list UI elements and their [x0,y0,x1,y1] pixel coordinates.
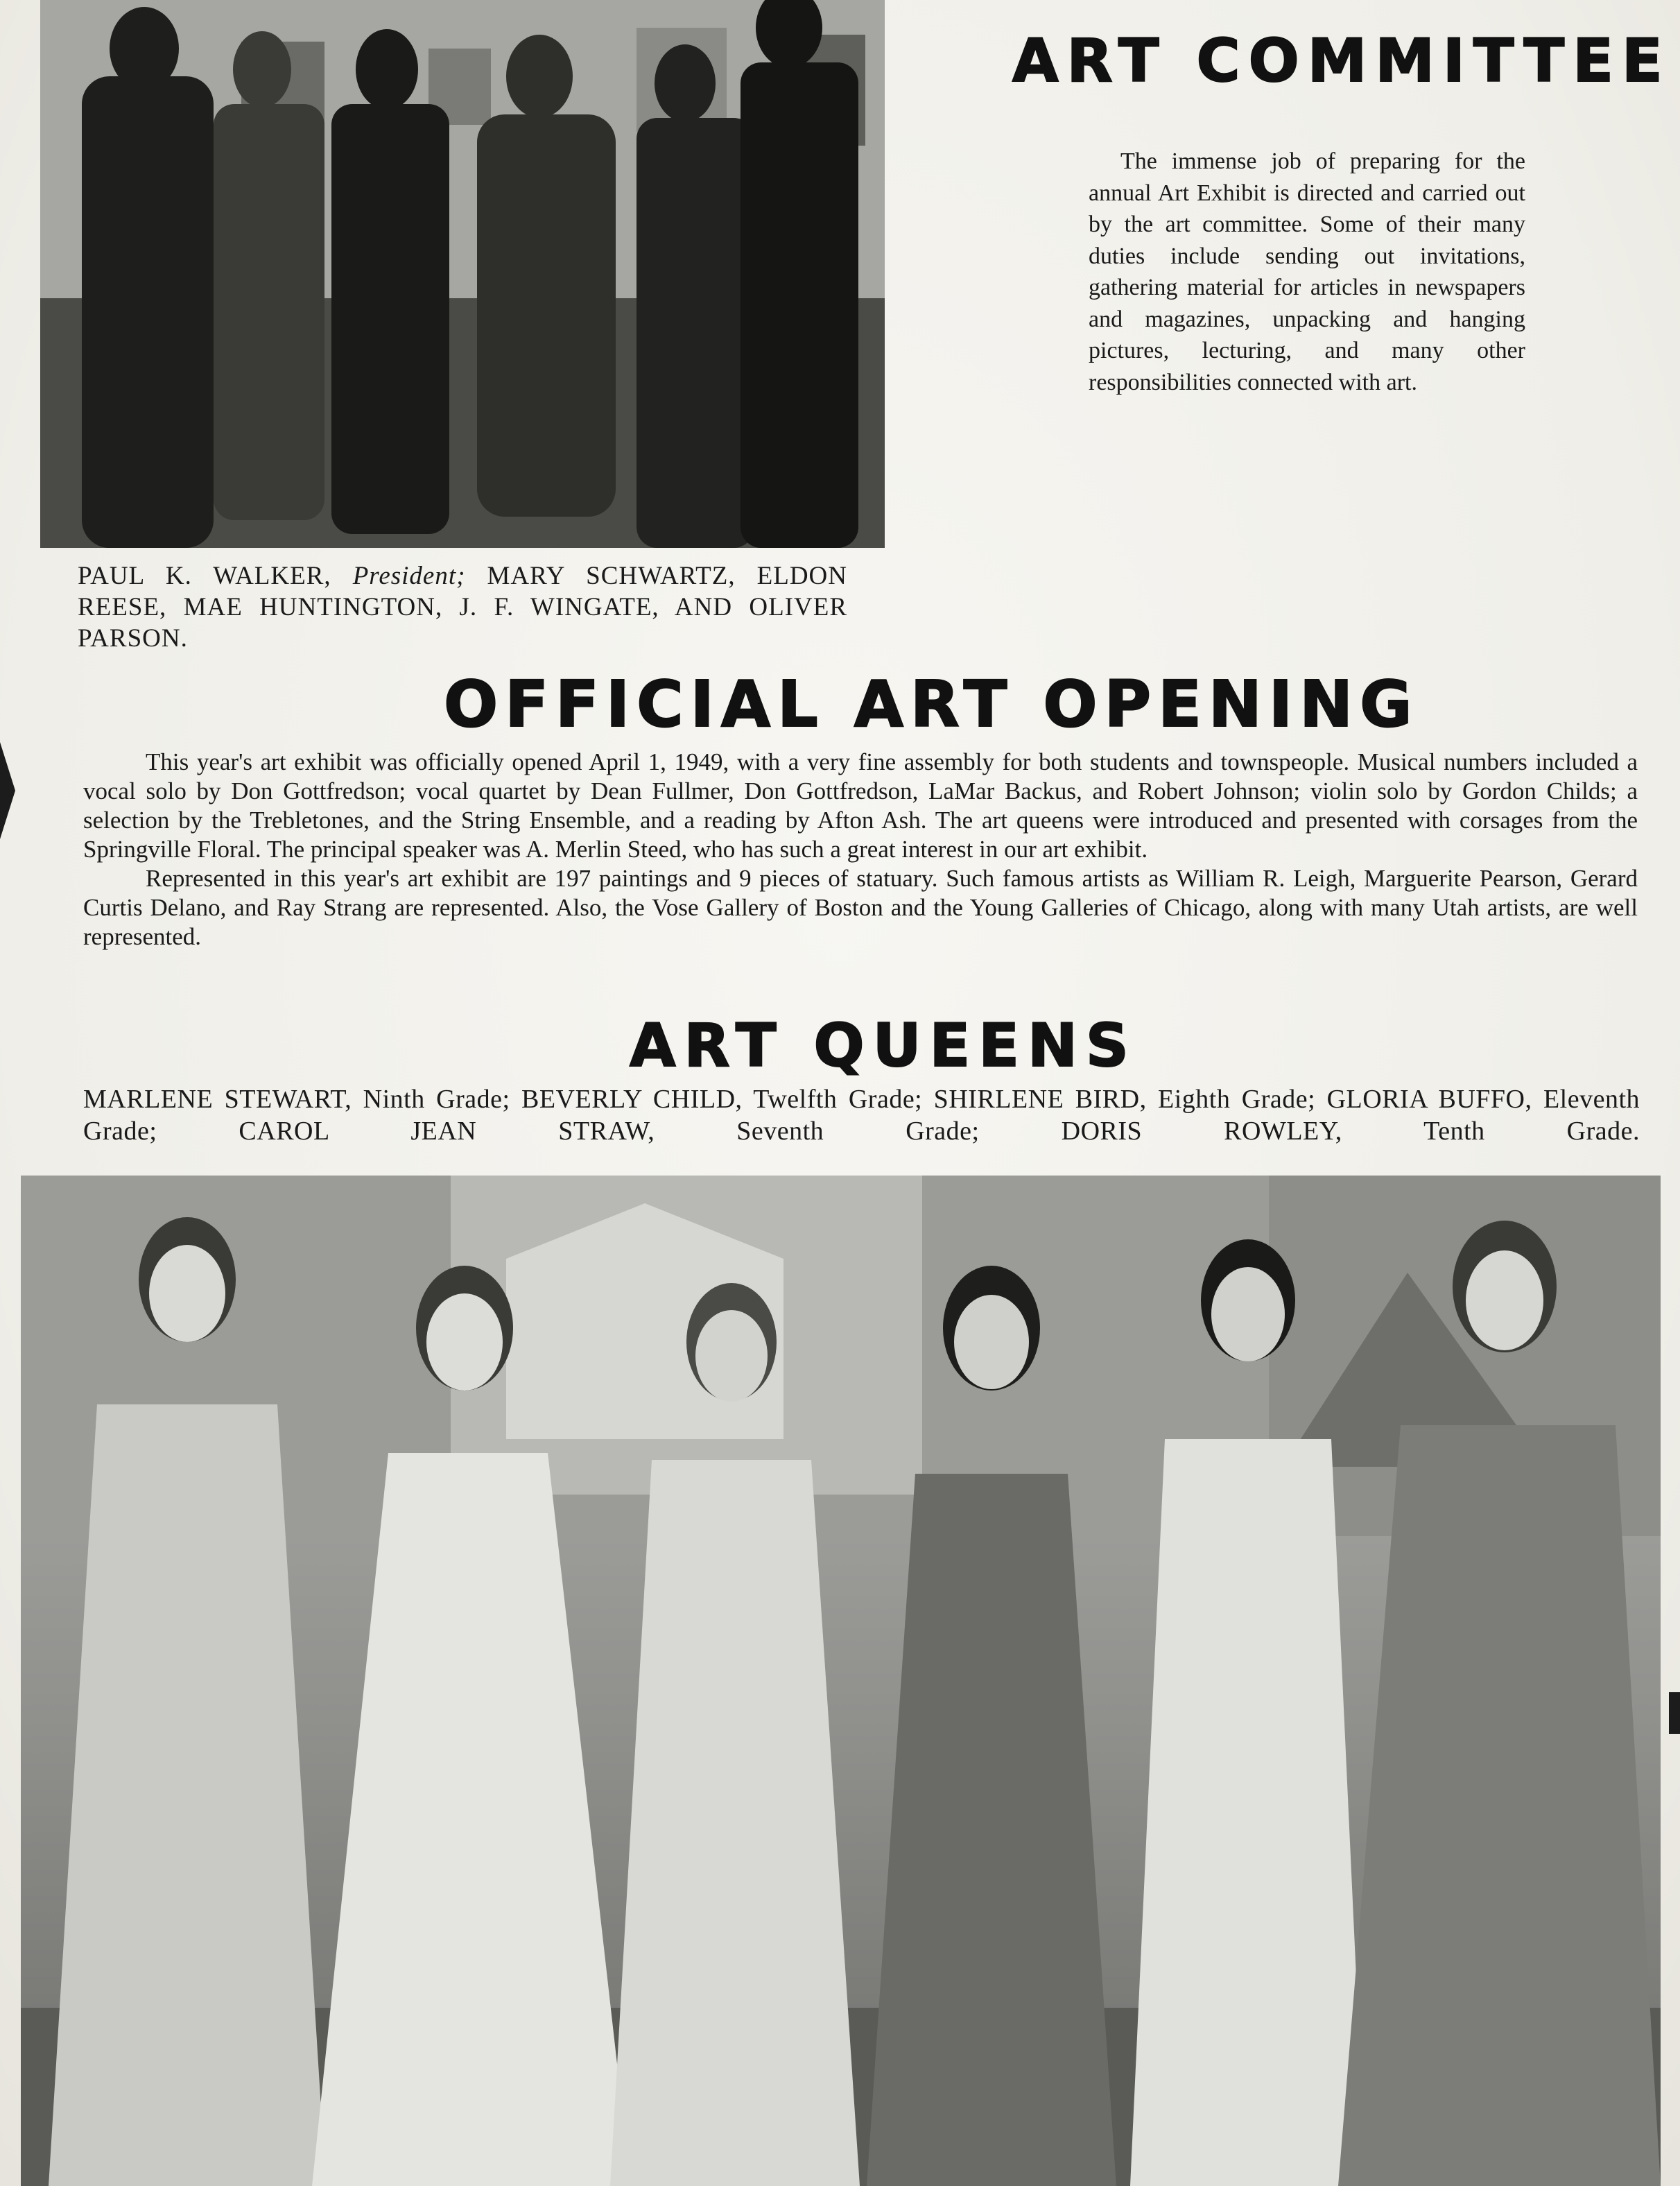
page-edge-tab [1669,1692,1680,1734]
art-queens-names: MARLENE STEWART, Ninth Grade; BEVERLY CHILD, Twelfth Grade; SHIRLENE BIRD, Eighth Grade; GLORIA BUFFO, Eleventh Grade; CAROL JEAN STRAW, Seventh Grade; DORIS ROWLEY, Tenth Grade. [83,1085,1640,1146]
article-paragraph: Represented in this year's art exhibit are 197 paintings and 9 pieces of statuary. Such famous artists as William R. Leigh, Marguerite Pearson, Gerard Curtis Delano, and Ray Strang are represented. Also, the Vose Gallery of Boston and the Young Galleries of Chicago, along with many Utah artists, are well represented. [83,865,1638,950]
art-committee-heading: ART COMMITTEE [1012,26,1671,96]
caption-role: President; [352,562,466,590]
committee-description: The immense job of preparing for the annual Art Exhibit is directed and carried out by the art committee. Some of their many duties include sending out invitations, gathering material for articles in newspapers and magazines, unpacking and hanging pictures, lecturing, and many other responsibilities connected with art. [1089,148,1525,395]
art-opening-article [83,748,1638,952]
article-paragraph: This year's art exhibit was officially opened April 1, 1949, with a very fine assembly for both students and townspeople. Musical numbers included a vocal solo by Don Gottfredson; vocal quartet by Dean Fullmer, Don Gottfredson, LaMar Backus, and Robert Johnson; violin solo by Gordon Childs; a selection by the Trebletones, and the String Ensemble, and a reading by Afton Ash. The art queens were introduced and presented with corsages from the Springville Floral. The principal speaker was A. Merlin Steed, who has such a great interest in our art exhibit. [83,748,1638,863]
page-edge-tab [0,742,15,839]
caption-rest: MARY SCHWARTZ, ELDON REESE, MAE HUNTINGTON, J. F. WINGATE, AND OLIVER PARSON. [78,562,847,653]
caption-lead: PAUL K. WALKER, [78,562,353,590]
committee-photo-caption [78,560,847,654]
committee-photo [40,0,885,548]
art-queens-heading: ART QUEENS [630,1011,1137,1081]
art-queens-photo [21,1176,1661,2186]
official-art-opening-heading: OFFICIAL ART OPENING [444,667,1419,741]
